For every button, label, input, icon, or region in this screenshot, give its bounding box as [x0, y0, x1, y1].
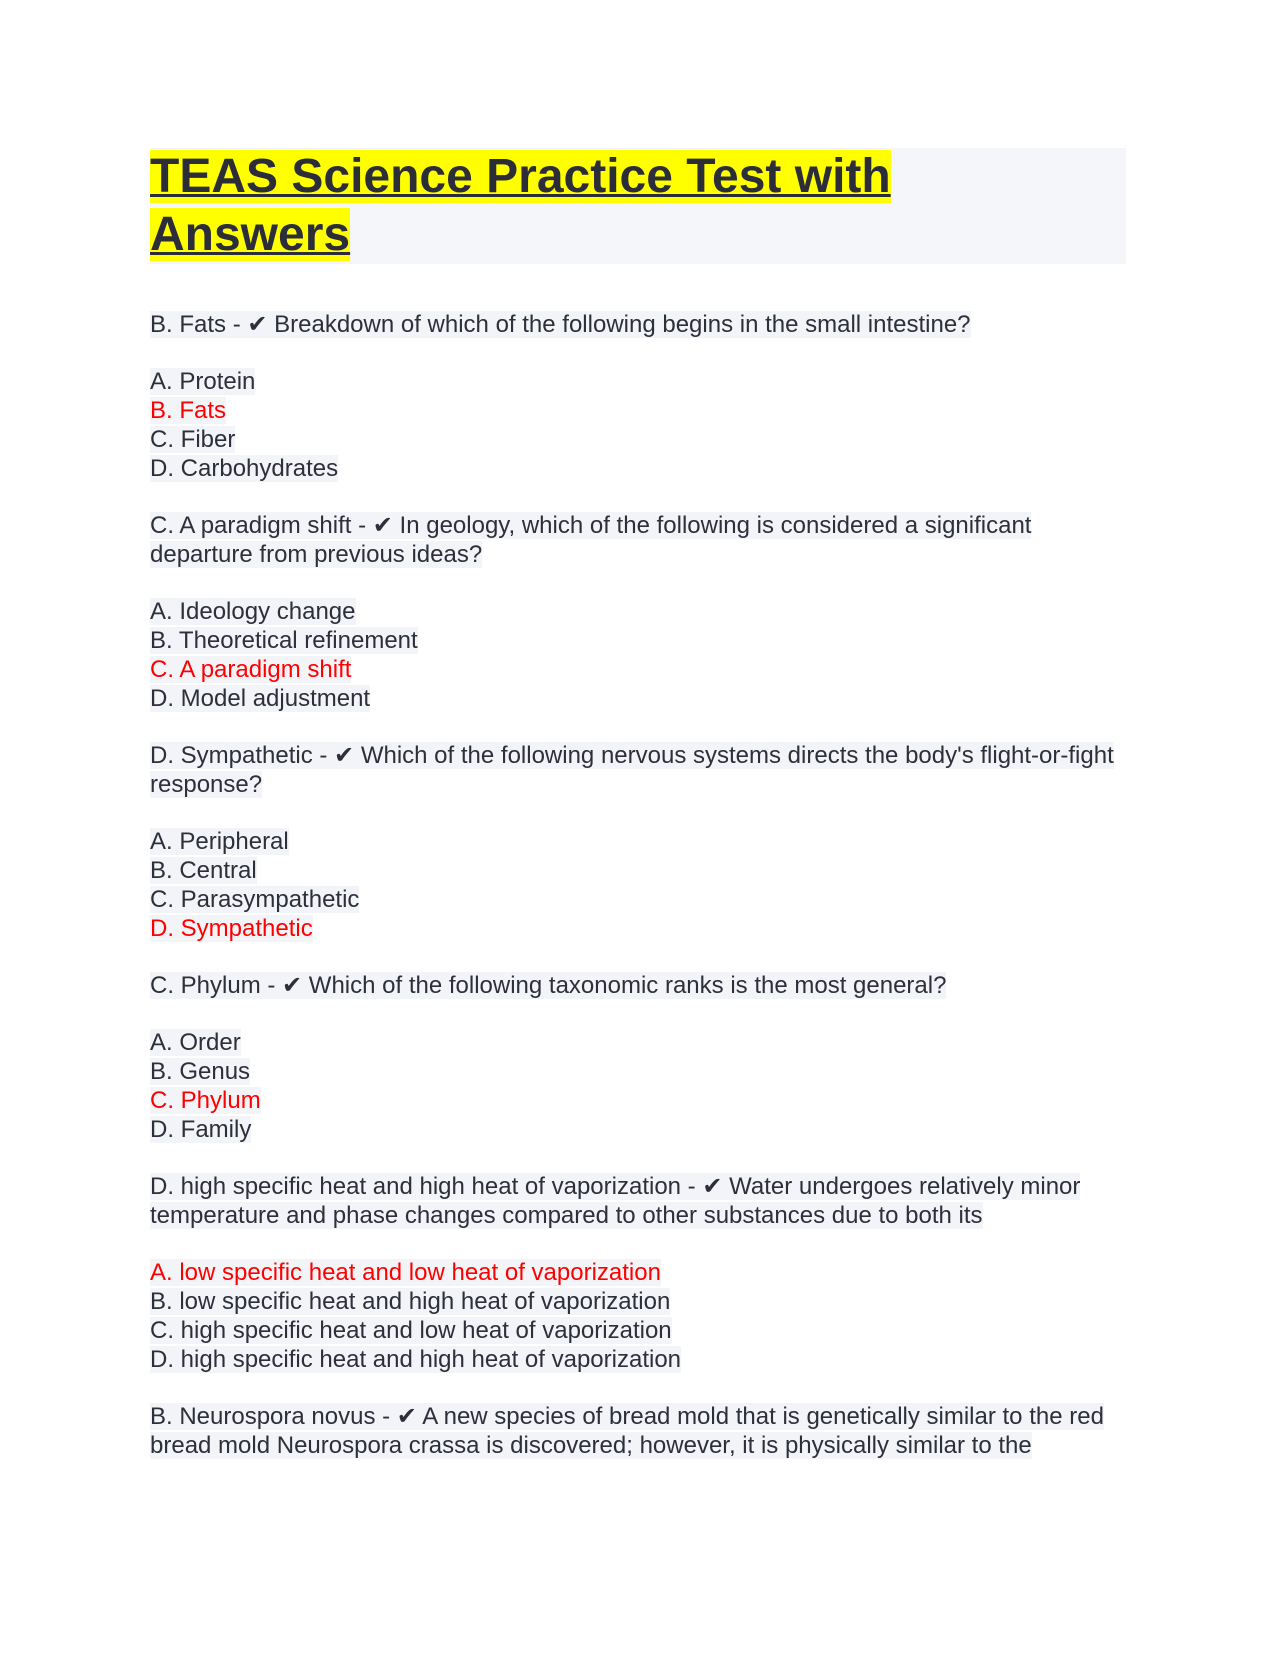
- answer-option-text: D. Model adjustment: [150, 685, 371, 712]
- title-line-1: TEAS Science Practice Test with: [150, 150, 891, 203]
- answer-option-text: C. A paradigm shift: [150, 656, 352, 683]
- answer-option-text: C. high specific heat and low heat of vaporization: [150, 1317, 672, 1344]
- answer-option-text: A. Order: [150, 1029, 241, 1056]
- question-prompt-text: D. high specific heat and high heat of vaporization - ✔ Water undergoes relatively minor temperature and phase changes compared to other substances due to both its: [150, 1173, 1081, 1229]
- answer-option: [150, 1316, 1126, 1345]
- answer-option: [150, 1057, 1126, 1086]
- answer-options: [150, 367, 1126, 483]
- answer-option-text: D. Sympathetic: [150, 915, 313, 942]
- answer-option: [150, 597, 1126, 626]
- answer-option-text: C. Parasympathetic: [150, 886, 360, 913]
- answer-option-text: D. Family: [150, 1116, 252, 1143]
- question-block: [150, 511, 1126, 713]
- answer-option: [150, 1287, 1126, 1316]
- answer-options: [150, 1028, 1126, 1144]
- answer-option-text: B. Central: [150, 857, 257, 884]
- answer-option-text: A. low specific heat and low heat of vaporization: [150, 1259, 661, 1286]
- question-prompt: [150, 741, 1126, 799]
- question-prompt: [150, 1402, 1126, 1460]
- answer-options: [150, 1258, 1126, 1374]
- answer-options: [150, 597, 1126, 713]
- answer-option: [150, 367, 1126, 396]
- answer-option: [150, 885, 1126, 914]
- answer-option-text: A. Protein: [150, 368, 256, 395]
- question-prompt: [150, 310, 1126, 339]
- answer-option: [150, 856, 1126, 885]
- answer-option-text: B. Fats: [150, 397, 227, 424]
- question-block: [150, 971, 1126, 1144]
- question-prompt-text: C. Phylum - ✔ Which of the following taxonomic ranks is the most general?: [150, 972, 947, 999]
- answer-option: [150, 1115, 1126, 1144]
- answer-option: [150, 454, 1126, 483]
- answer-option-text: C. Fiber: [150, 426, 236, 453]
- answer-option: [150, 1345, 1126, 1374]
- answer-options: [150, 827, 1126, 943]
- document-page: [150, 148, 1126, 1460]
- question-prompt-text: B. Neurospora novus - ✔ A new species of bread mold that is genetically similar to the red bread mold Neurospora crassa is discovered; however, it is physically similar to the: [150, 1403, 1104, 1459]
- answer-option: [150, 626, 1126, 655]
- answer-option: [150, 684, 1126, 713]
- answer-option-text: B. low specific heat and high heat of vaporization: [150, 1288, 671, 1315]
- question-list: [150, 310, 1126, 1460]
- answer-option-correct: [150, 914, 1126, 943]
- question-block: [150, 741, 1126, 943]
- answer-option: [150, 1028, 1126, 1057]
- question-prompt: [150, 1172, 1126, 1230]
- answer-option-correct: [150, 1258, 1126, 1287]
- question-block: [150, 1172, 1126, 1374]
- page-title: [150, 148, 1126, 264]
- title-line-2: Answers: [150, 208, 351, 261]
- question-prompt-text: C. A paradigm shift - ✔ In geology, which of the following is considered a significant departure from previous ideas?: [150, 512, 1032, 568]
- question-prompt-text: D. Sympathetic - ✔ Which of the following nervous systems directs the body's flight-or-fight response?: [150, 742, 1114, 798]
- answer-option: [150, 827, 1126, 856]
- answer-option-text: D. high specific heat and high heat of vaporization: [150, 1346, 682, 1373]
- answer-option-text: A. Peripheral: [150, 828, 289, 855]
- answer-option-text: B. Theoretical refinement: [150, 627, 418, 654]
- answer-option-text: D. Carbohydrates: [150, 455, 339, 482]
- question-prompt: [150, 971, 1126, 1000]
- answer-option-correct: [150, 655, 1126, 684]
- answer-option-text: A. Ideology change: [150, 598, 356, 625]
- question-prompt-text: B. Fats - ✔ Breakdown of which of the following begins in the small intestine?: [150, 311, 971, 338]
- question-prompt: [150, 511, 1126, 569]
- answer-option-correct: [150, 1086, 1126, 1115]
- answer-option: [150, 425, 1126, 454]
- answer-option-text: C. Phylum: [150, 1087, 261, 1114]
- answer-option-correct: [150, 396, 1126, 425]
- title-block: [150, 148, 1126, 264]
- question-block: [150, 1402, 1126, 1460]
- answer-option-text: B. Genus: [150, 1058, 251, 1085]
- question-block: [150, 310, 1126, 483]
